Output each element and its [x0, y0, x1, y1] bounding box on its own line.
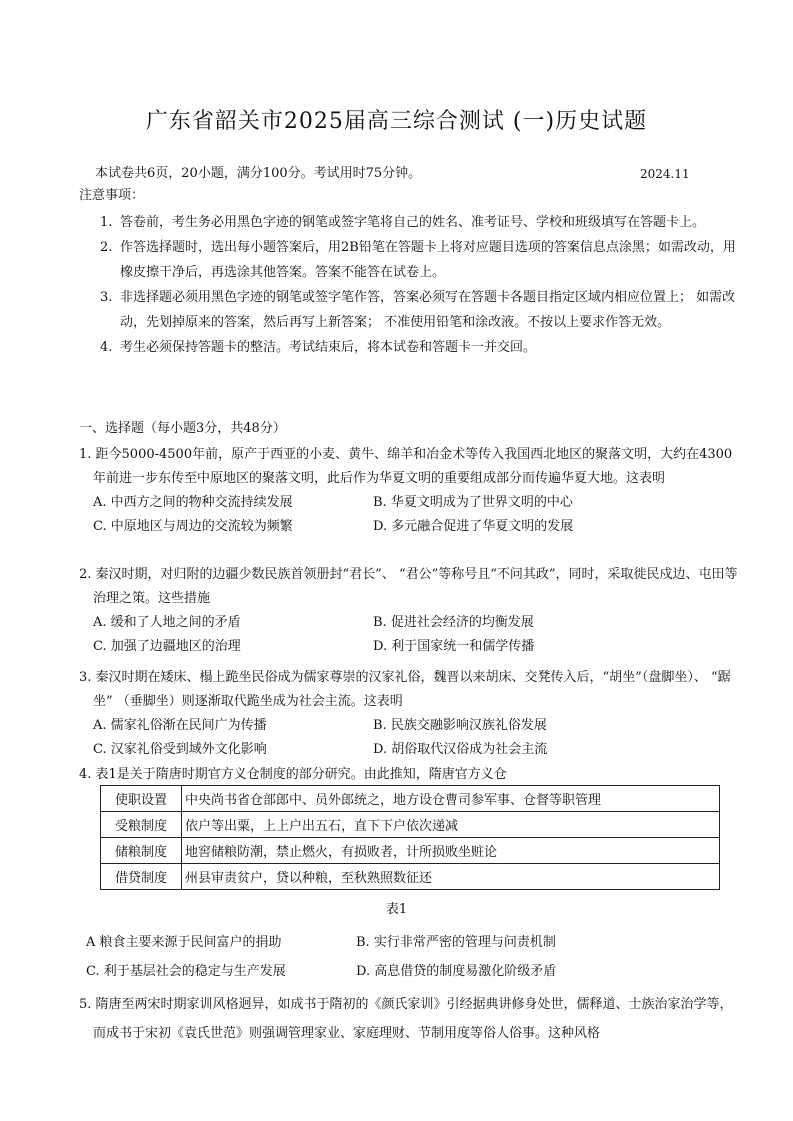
table-row	[101, 812, 720, 838]
option-b: B. 华夏文明成为了世界文明的中心	[373, 495, 573, 510]
question-stem: 1. 距今5000-4500年前，原产于西亚的小麦、黄牛、绵羊和冶金术等传入我国西北地区的聚落文明，大约在4300年前进一步东传至中原地区的聚落文明，此后作为华夏文明的重要组成部分而传遍华夏大地。这表明	[79, 447, 733, 486]
notice-number: 2.	[100, 240, 113, 255]
table-caption: 表1	[385, 902, 408, 917]
question-stem: 3. 秦汉时期在矮床、榻上跪坐民俗成为儒家尊崇的汉家礼俗，魏晋以来胡床、交凳传入后，“胡坐”（盘脚坐）、 “踞坐” （垂脚坐）则逐渐取代跪坐成为社会主流。这表明	[79, 670, 731, 709]
exam-date: 2024.11	[640, 167, 690, 181]
question-4-options	[86, 928, 746, 986]
notice-text: 考生必须保持答题卡的整洁。考试结束后，将本试卷和答题卡一并交回。	[120, 340, 537, 355]
notice-text: 非选择题必须用黑色字迹的钢笔或签字笔作答，答案必须写在答题卡各题目指定区域内相应位置上； 如需改动，先划掉原来的答案，然后再写上新答案； 不准使用铅笔和涂改液。不按以上要求作答无效。	[120, 290, 736, 330]
notice-text: 作答选择题时，选出每小题答案后，用2B铅笔在答题卡上将对应题目选项的答案信息点涂黑；如需改动，用橡皮擦干净后，再选涂其他答案。答案不能答在试卷上。	[120, 240, 736, 280]
notice-item	[100, 210, 740, 235]
option-d: D. 利于国家统一和儒学传播	[373, 639, 535, 654]
question-stem: 4. 表1是关于隋唐时期官方义仓制度的部分研究。由此推知，隋唐官方义仓	[79, 767, 507, 782]
table-value: 地窖储粮防潮，禁止燃火，有损败者，计所损败坐赃论	[182, 838, 720, 864]
section-title: 一、选择题（每小题3分，共48分）	[79, 421, 286, 436]
table-1	[100, 785, 720, 890]
option-d: D. 高息借贷的制度易激化阶级矛盾	[356, 964, 557, 979]
notice-number: 3.	[100, 290, 113, 305]
option-b: B. 促进社会经济的均衡发展	[373, 615, 534, 630]
table-row	[101, 838, 720, 864]
option-d: D. 胡俗取代汉俗成为社会主流	[373, 742, 548, 757]
question-3	[79, 666, 739, 762]
notice-number: 4.	[100, 340, 113, 355]
question-5	[79, 990, 739, 1048]
table-key: 使职设置	[101, 786, 182, 812]
option-group	[79, 611, 739, 659]
option-a: A. 缓和了人地之间的矛盾	[93, 615, 241, 630]
question-stem: 5. 隋唐至两宋时期家训风格迥异，如成书于隋初的《颜氏家训》引经据典讲修身处世，儒释道、士族治家治学等，而成书于宋初《袁氏世范》则强调管理家业、家庭理财、节制用度等俗人俗事。这种风格	[79, 997, 733, 1041]
table-row	[101, 786, 720, 812]
table-value: 州县审责贫户，贷以种粮，至秋熟照数征还	[182, 864, 720, 890]
table-value: 依户等出粟，上上户出五石，直下下户依次递减	[182, 812, 720, 838]
option-a: A. 中西方之间的物种交流持续发展	[93, 495, 293, 510]
notice-text: 答卷前，考生务必用黑色字迹的钢笔或签字笔将自己的姓名、准考证号、学校和班级填写在答题卡上。	[120, 215, 706, 230]
question-1	[79, 443, 739, 539]
notice-item	[100, 235, 740, 285]
question-stem: 2. 秦汉时期，对归附的边疆少数民族首领册封“君长”、 “君公”等称号且“不问其政”，同时，采取徙民戍边、屯田等治理之策。这些措施	[79, 567, 738, 606]
notice-item	[100, 285, 740, 335]
option-c: C. 中原地区与周边的交流较为频繁	[93, 519, 293, 534]
option-b: B. 实行非常严密的管理与问责机制	[356, 935, 556, 950]
option-c: C. 加强了边疆地区的治理	[93, 639, 241, 654]
notice-list	[100, 210, 740, 360]
question-4	[79, 763, 739, 787]
option-group	[79, 714, 739, 762]
question-2	[79, 563, 739, 659]
table-key: 储粮制度	[101, 838, 182, 864]
table-value: 中央尚书省仓部郎中、员外郎统之，地方设仓曹司参军事、仓督等职管理	[182, 786, 720, 812]
option-a: A. 儒家礼俗渐在民间广为传播	[93, 718, 267, 733]
option-b: B. 民族交融影响汉族礼俗发展	[373, 718, 547, 733]
option-group	[79, 491, 739, 539]
exam-intro: 本试卷共6页，20小题，满分100分。考试用时75分钟。	[95, 166, 422, 181]
table-row	[101, 864, 720, 890]
notice-item	[100, 335, 740, 360]
notice-number: 1.	[100, 215, 113, 230]
option-a: A 粮食主要来源于民间富户的捐助	[86, 935, 282, 950]
table-key: 借贷制度	[101, 864, 182, 890]
notice-title: 注意事项：	[79, 188, 145, 203]
option-c: C. 利于基层社会的稳定与生产发展	[86, 964, 286, 979]
table-key: 受粮制度	[101, 812, 182, 838]
option-c: C. 汉家礼俗受到域外文化影响	[93, 742, 267, 757]
page-title: 广东省韶关市2025届高三综合测试 (一)历史试题	[145, 109, 648, 134]
option-d: D. 多元融合促进了华夏文明的发展	[373, 519, 574, 534]
